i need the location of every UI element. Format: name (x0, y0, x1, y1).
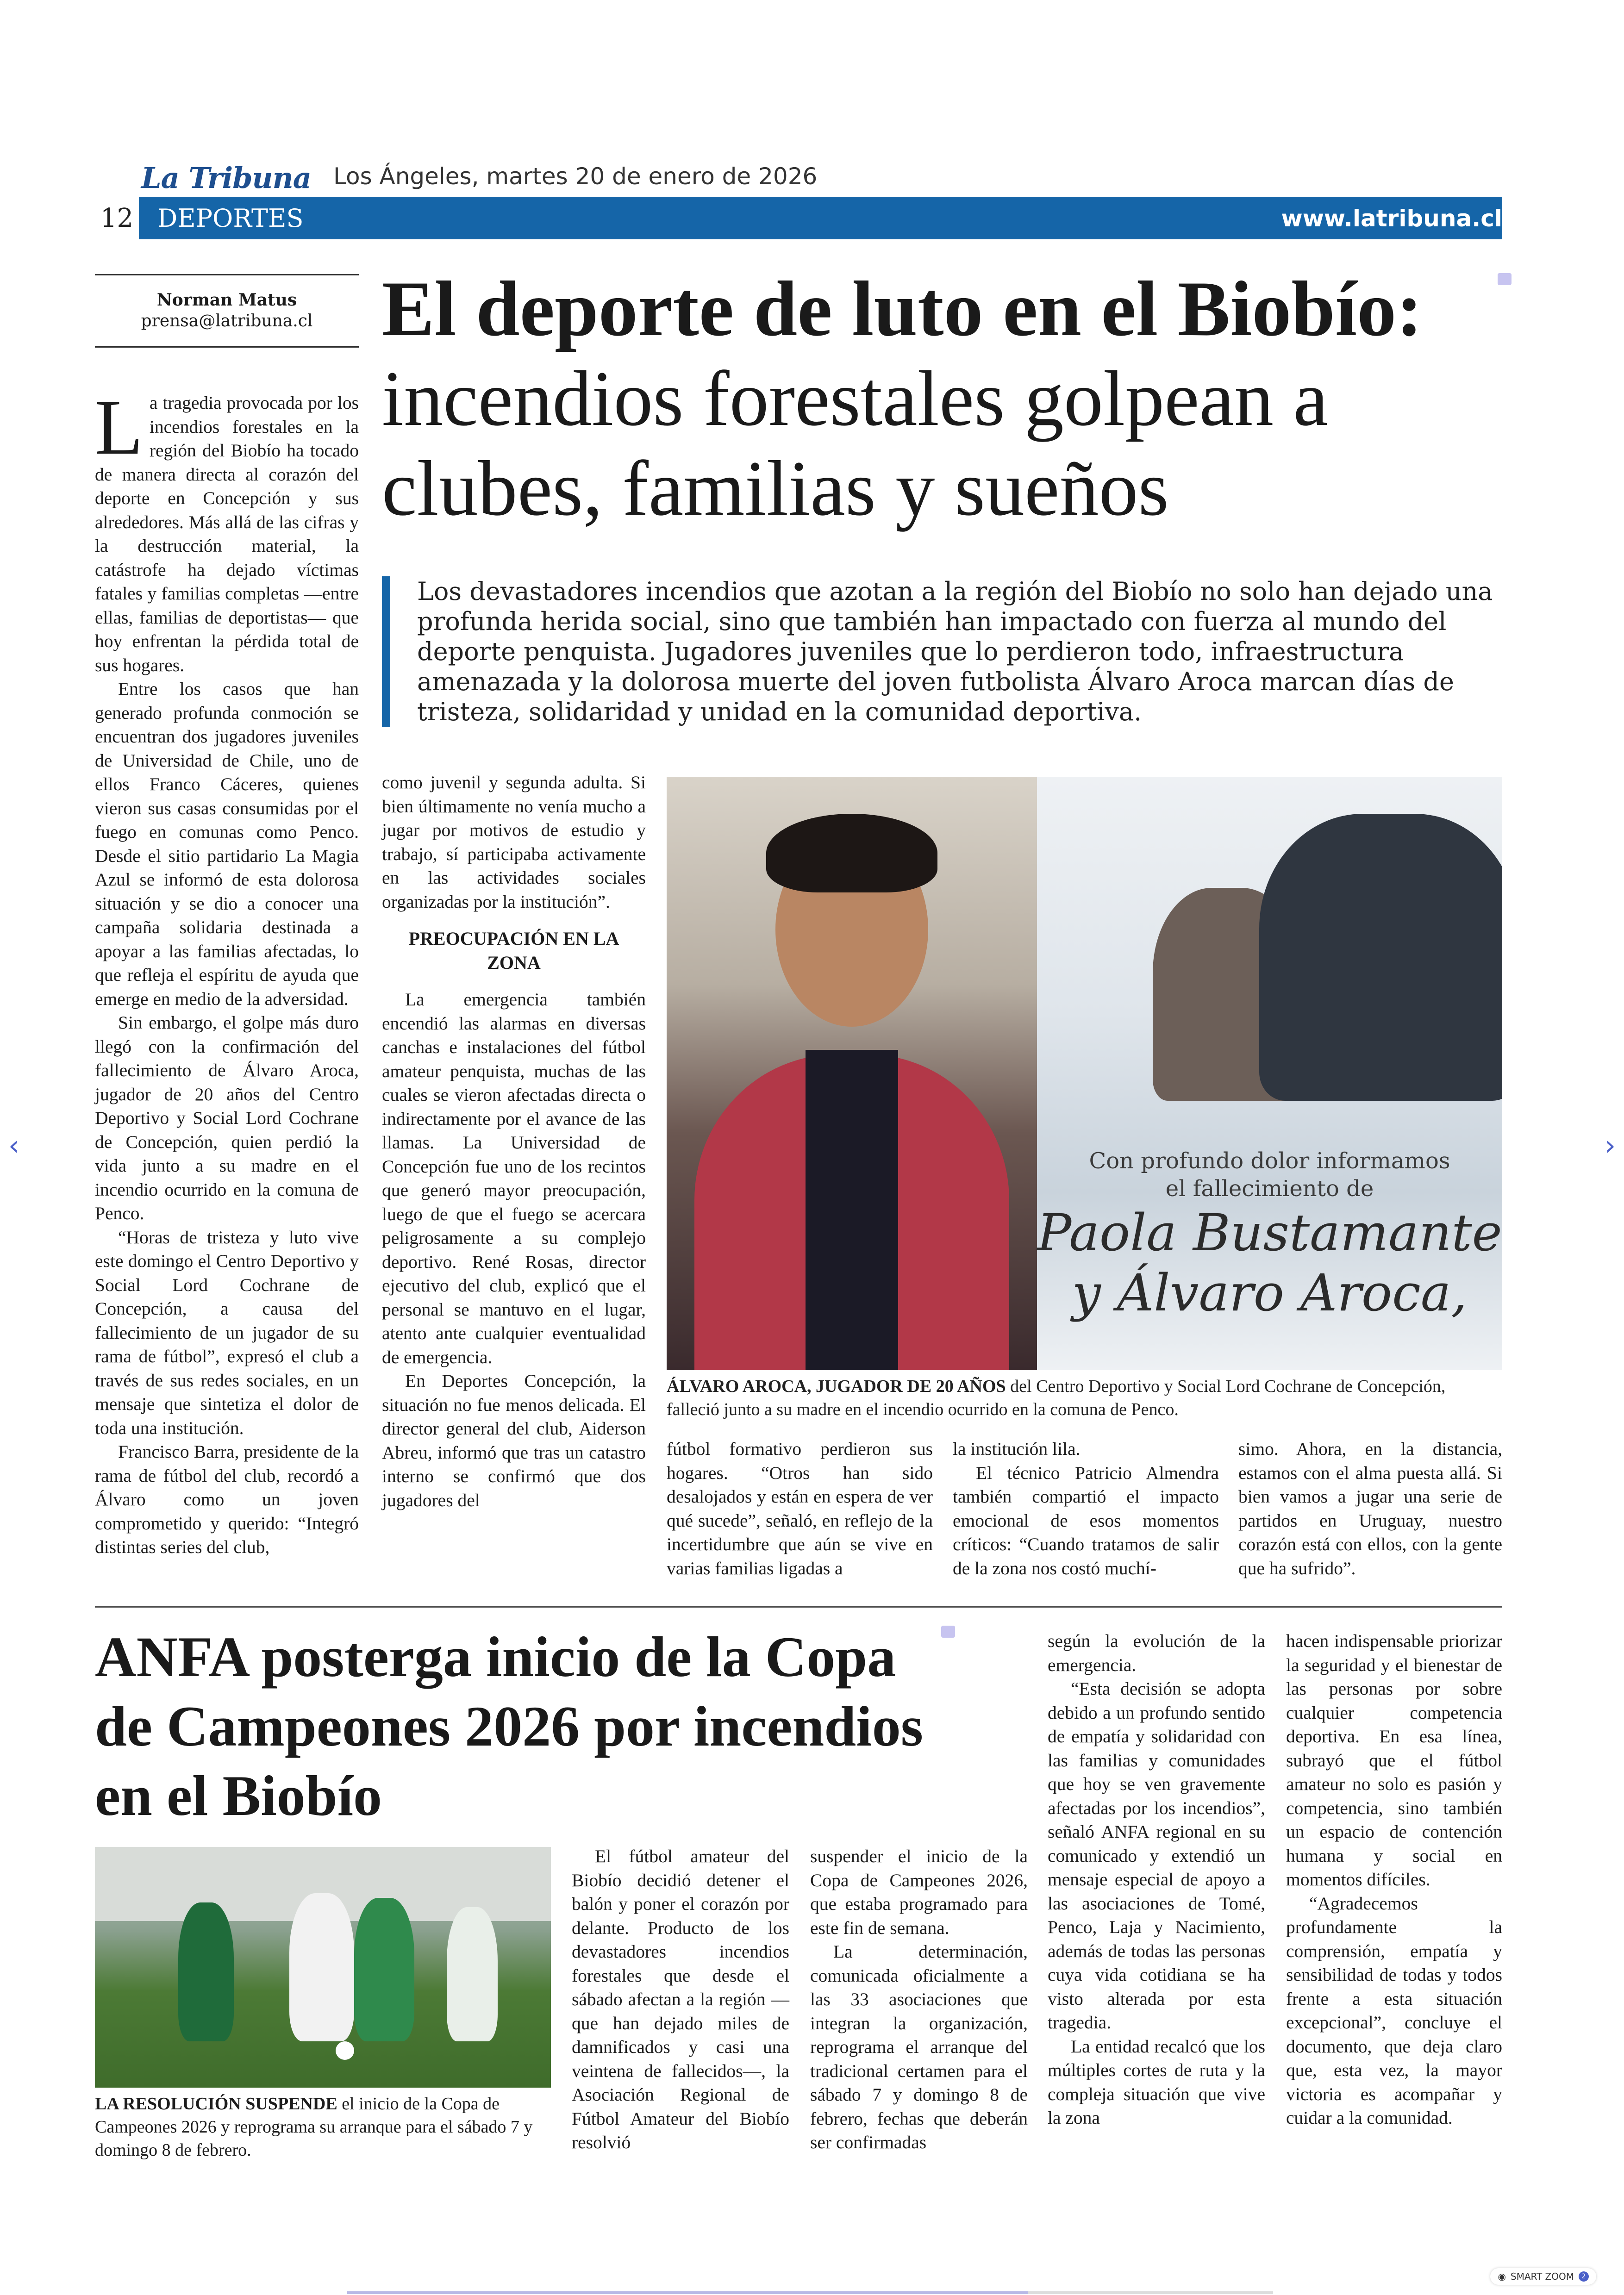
portrait-shirt (806, 1050, 898, 1370)
paragraph: la institución lila. (953, 1439, 1081, 1459)
memorial-name-2: y Álvaro Aroca, (1072, 1263, 1468, 1322)
article-column-2 (382, 771, 646, 1512)
memorial-photo (667, 777, 1502, 1370)
paragraph: Sin embargo, el golpe más duro llegó con la confirmación del fallecimiento de Álvaro Aroca, jugador de 20 años del Centro Deportivo y Social Lord Cochrane de Concepción, quien perdió la vida junto a su madre en el incendio ocurrido en la comuna de Penco. (95, 1012, 359, 1223)
second-headline: ANFA posterga inicio de la Copa de Campeones 2026 por incendios en el Biobío (95, 1625, 923, 1827)
paragraph: En Deportes Concepción, la situación no fue menos delicada. El director general del club, Aiderson Abreu, informó que tras un catastro interno se confirmó que dos jugadores del (382, 1371, 646, 1510)
paragraph: La determinación, comunicada oficialmente a las 33 asociaciones que integran la organización, reprograma el arranque del tradicional certamen para el sábado 7 y domingo 8 de febrero, fechas que deberán ser confirmadas (810, 1941, 1028, 2152)
photo-caption (95, 2092, 551, 2162)
smart-zoom-button[interactable] (1490, 2268, 1596, 2285)
paragraph: Francisco Barra, presidente de la rama de fútbol del club, recordó a Álvaro como un joven comprometido y querido: “Integró distintas series del club, (95, 1441, 359, 1557)
player-figure (178, 1902, 234, 2041)
paragraph: fútbol formativo perdieron sus hogares. “Otros han sido desalojados y están en espera de ver qué sucede”, señaló, en reflejo de la incertidumbre que aún se vive en varias familias ligadas a (667, 1439, 933, 1578)
zoom-badge: 2 (1579, 2271, 1589, 2282)
headline-rest: incendios forestales golpean a clubes, familias y sueños (382, 355, 1328, 532)
portrait-hair (766, 814, 937, 892)
paragraph: “Horas de tristeza y luto vive este domingo el Centro Deportivo y Social Lord Cochrane de Concepción, a causa del fallecimiento de un jugador de su rama de fútbol”, expresó el club a través de sus redes sociales, en un mensaje que sintetiza el dolor de toda una institución. (95, 1227, 359, 1438)
paragraph: “Esta decisión se adopta debido a un profundo sentido de empatía y solidaridad con las familias y comunidades que hoy se ven gravemente afectadas por los incendios”, señaló ANFA regional en su comunicado y extendió un mensaje especial de apoyo a las asociaciones de Tomé, Penco, Laja y Nacimiento, además de todas las personas cuya vida cotidiana se ha visto alterada por esta tragedia. (1048, 1678, 1265, 2033)
paragraph: “Agradecemos profundamente la comprensión, empatía y sensibilidad de todas y todos frente a esta situación excepcional”, concluye el documento, que deja claro que, esta vez, la mayor victoria es acompañar y cuidar a la comunidad. (1286, 1893, 1502, 2128)
article-column-1 (95, 384, 359, 1559)
article-column-4 (953, 1437, 1219, 1580)
section-subhead: PREOCUPACIÓN EN LA ZONA (408, 928, 619, 973)
photo-caption (667, 1375, 1502, 1421)
paragraph: Entre los casos que han generado profunda conmoción se encuentran dos jugadores juveniles de Universidad de Chile, uno de ellos Franco Cáceres, quienes vieron sus casas consumidas por el fuego en comunas como Penco. Desde el sitio partidario La Magia Azul se informó de esta dolorosa situación y se dio a conocer una campaña solidaria destinada a apoyar a las familias afectadas, lo que refleja el espíritu de ayuda que emerge en medio de la adversidad. (95, 679, 359, 1009)
memorial-line-1: Con profundo dolor informamos (1089, 1148, 1450, 1174)
article2-column-4 (1286, 1629, 1502, 2130)
next-page-icon[interactable]: › (1605, 1129, 1616, 1162)
article2-column-1 (572, 1845, 789, 2155)
caption-rest: del Centro Deportivo y Social Lord Cochrane de Concepción, falleció junto a su madre en el incendio ocurrido en la comuna de Penco. (667, 1377, 1446, 1419)
paragraph: según la evolución de la emergencia. (1048, 1631, 1265, 1675)
annotation-note-icon[interactable] (1498, 273, 1512, 285)
article-column-3 (667, 1437, 933, 1580)
caption-bold: ÁLVARO AROCA, JUGADOR DE 20 AÑOS (667, 1377, 1006, 1396)
prev-page-icon[interactable]: ‹ (8, 1129, 19, 1162)
caption-bold: LA RESOLUCIÓN SUSPENDE (95, 2094, 337, 2114)
paragraph: El fútbol amateur del Biobío decidió detener el balón y poner el corazón por delante. Producto de los devastadores incendios forestales que desde el sábado afectan a la región —que han dejado miles de damnificados y casi una veintena de fallecidos—, la Asociación Regional de Fútbol Amateur del Biobío resolvió (572, 1846, 789, 2152)
main-headline (382, 264, 1512, 533)
article-column-5 (1238, 1437, 1502, 1580)
newspaper-logo: La Tribuna (141, 161, 311, 195)
author-email: prensa@latribuna.cl (141, 312, 313, 331)
paragraph: La tragedia provocada por los incendios forestales en la región del Biobío ha tocado de manera directa al corazón del deporte en Concepción y sus alrededores. Más allá de las cifras y la destrucción material, la catástrofe ha dejado víctimas fatales y familias completas —entre ellas, familias de deportistas— que hoy enfrentan la pérdida total de sus hogares. (95, 384, 359, 675)
paragraph: La emergencia también encendió las alarmas en diversas canchas e instalaciones del fútbol amateur penquista, muchas de las cuales se vieron afectadas directa o indirectamente por el avance de las llamas. La Universidad de Concepción fue uno de los recintos que generó mayor preocupación, luego de que el fuego se acercara peligrosamente a su complejo deportivo. René Rosas, director ejecutivo del club, explicó que el personal se mantuvo en el lugar, atento ante cualquier eventualidad de emergencia. (382, 989, 646, 1367)
eye-icon: ◉ (1498, 2271, 1506, 2282)
drop-cap: L (95, 384, 143, 471)
reading-progress-bar (347, 2291, 1273, 2294)
website-url: www.latribuna.cl (1281, 205, 1502, 232)
smart-zoom-label: SMART ZOOM (1510, 2271, 1574, 2282)
byline-bottom-rule (95, 346, 359, 348)
article2-column-3 (1048, 1629, 1265, 2130)
article2-column-2 (810, 1845, 1028, 2155)
article-divider (95, 1606, 1502, 1608)
memorial-text (1037, 1147, 1502, 1323)
football-photo (95, 1847, 551, 2088)
byline (95, 289, 359, 332)
card-figure-son (1259, 814, 1502, 1101)
byline-top-rule (95, 274, 359, 275)
paragraph: hacen indispensable priorizar la seguridad y el bienestar de las personas por sobre cualquier competencia deportiva. En esa línea, subrayó que el fútbol amateur no solo es pasión y competencia, sino también un espacio de contención humana y social en momentos difíciles. (1286, 1631, 1502, 1890)
headline-bold: El deporte de luto en el Biobío: (382, 265, 1423, 352)
page-number: 12 (95, 197, 142, 239)
author-name: Norman Matus (156, 290, 297, 310)
lead-paragraph: Los devastadores incendios que azotan a la región del Biobío no solo han dejado una profunda herida social, sino que también han impactado con fuerza al mundo del deporte penquista. Jugadores juveniles que lo perdieron todo, infraestructura amenazada y la dolorosa muerte del joven futbolista Álvaro Aroca marcan días de tristeza, solidaridad y unidad en la comunidad deportiva. (382, 576, 1514, 727)
memorial-line-2: el fallecimiento de (1165, 1176, 1374, 1202)
section-name: DEPORTES (157, 204, 304, 233)
reading-progress-fill (347, 2291, 1028, 2294)
ball (336, 2041, 354, 2060)
player-figure (354, 1898, 414, 2041)
dateline: Los Ángeles, martes 20 de enero de 2026 (333, 163, 818, 190)
paragraph: suspender el inicio de la Copa de Campeones 2026, que estaba programado para este fin de semana. (810, 1846, 1028, 1938)
memorial-name-1: Paola Bustamante (1037, 1203, 1502, 1262)
paragraph: como juvenil y segunda adulta. Si bien últimamente no venía mucho a jugar por motivos de estudio y trabajo, sí participaba activamente en las actividades sociales organizadas por la institución”. (382, 772, 646, 912)
portrait-photo (667, 777, 1037, 1370)
paragraph: simo. Ahora, en la distancia, estamos con el alma puesta allá. Si bien vamos a jugar una serie de partidos en Uruguay, nuestro corazón está con ellos, con la gente que ha sufrido”. (1238, 1439, 1502, 1578)
player-figure (447, 1907, 498, 2041)
annotation-note-icon[interactable] (941, 1626, 955, 1638)
paragraph: La entidad recalcó que los múltiples cortes de ruta y la compleja situación que vive la zona (1048, 2036, 1265, 2128)
paragraph: El técnico Patricio Almendra también compartió el impacto emocional de esos momentos críticos: “Cuando tratamos de salir de la zona nos costó muchí- (953, 1462, 1219, 1578)
player-figure (289, 1893, 354, 2041)
caption-rest: el inicio de la Copa de Campeones 2026 y reprograma su arranque para el sábado 7 y domingo 8 de febrero. (95, 2094, 533, 2160)
